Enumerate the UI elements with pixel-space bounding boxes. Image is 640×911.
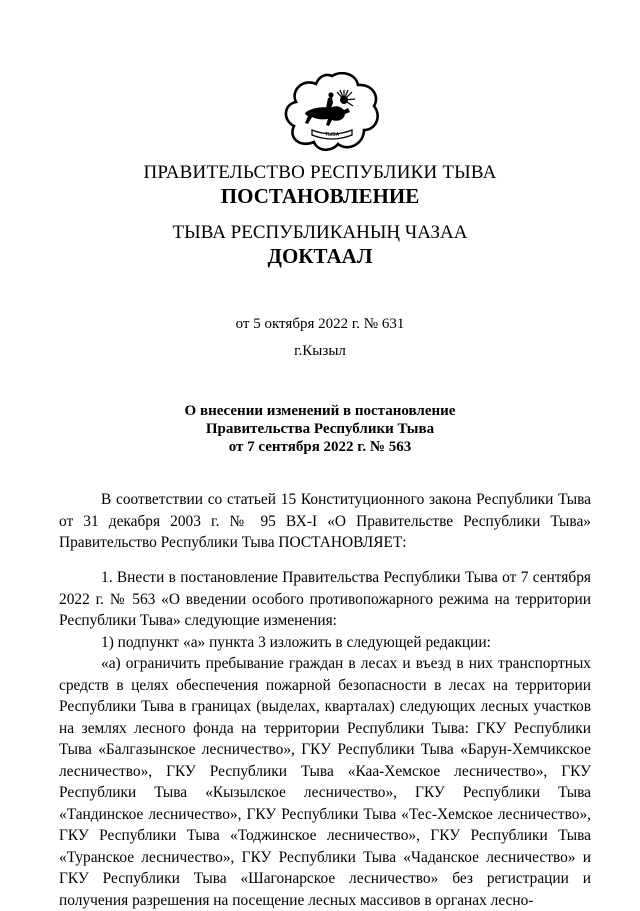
document-title-line-2: Правительства Республики Тыва xyxy=(205,421,435,437)
document-title-line-1: О внесении изменений в постановление xyxy=(184,403,456,419)
document-date-number: от 5 октября 2022 г. № 631 xyxy=(235,316,405,332)
document-title-line-3: от 7 сентября 2022 г. № 563 xyxy=(228,439,412,455)
document-type-ru: ПОСТАНОВЛЕНИЕ xyxy=(220,184,420,208)
subitem-1-paragraph: 1) подпункт «а» пункта 3 изложить в следующей редакции: xyxy=(101,633,491,651)
tuva-coat-of-arms-icon xyxy=(282,72,382,154)
emblem-caption: ТЫВА xyxy=(324,132,340,138)
document-city: г.Кызыл xyxy=(294,343,346,359)
item-1-paragraph: 1. Внести в постановление Правительства Республики Тыва от 7 сентября 2022 г. № 563 «О введении особого противопожарного режима на территории Республики Тыва» следующие изменения: xyxy=(59,569,591,629)
document-type-tyv: ДОКТААЛ xyxy=(267,244,373,268)
government-name-ru: ПРАВИТЕЛЬСТВО РЕСПУБЛИКИ ТЫВА xyxy=(143,162,497,183)
intro-paragraph: В соответствии со статьей 15 Конституционного закона Республики Тыва от 31 декабря 2003 г. № 95 ВХ-I «О Правительстве Республики Тыва» Правительство Республики Тыва ПОСТАНОВЛЯЕТ: xyxy=(59,491,591,551)
main-section xyxy=(59,567,591,911)
clause-a-paragraph: «а) ограничить пребывание граждан в лесах и въезд в них транспортных средств в целях обеспечения пожарной безопасности в лесах на территории Республики Тыва в границах (выделах, кварталах) следующих лесных участков на землях лесного фонда на территории Республики Тыва: ГКУ Республики Тыва «Балгазынское лесничество», ГКУ Республики Тыва «Барун-Хемчикское лесничество», ГКУ Республики Тыва «Каа-Хемское лесничество», ГКУ Республики Тыва «Кызылское лесничество», ГКУ Республики Тыва «Тандинское лесничество», ГКУ Республики Тыва «Тес-Хемское лесничество», ГКУ Республики Тыва «Тоджинское лесничество», ГКУ Республики Тыва «Туранское лесничество», ГКУ Республики Тыва «Чаданское лесничество» и ГКУ Республики Тыва «Шагонарское лесничество» без регистрации и получения разрешения на посещение лесных массивов в органах лесно- xyxy=(59,655,591,909)
intro-section xyxy=(59,489,591,554)
government-name-tyv: ТЫВА РЕСПУБЛИКАНЫҢ ЧАЗАА xyxy=(172,222,468,243)
